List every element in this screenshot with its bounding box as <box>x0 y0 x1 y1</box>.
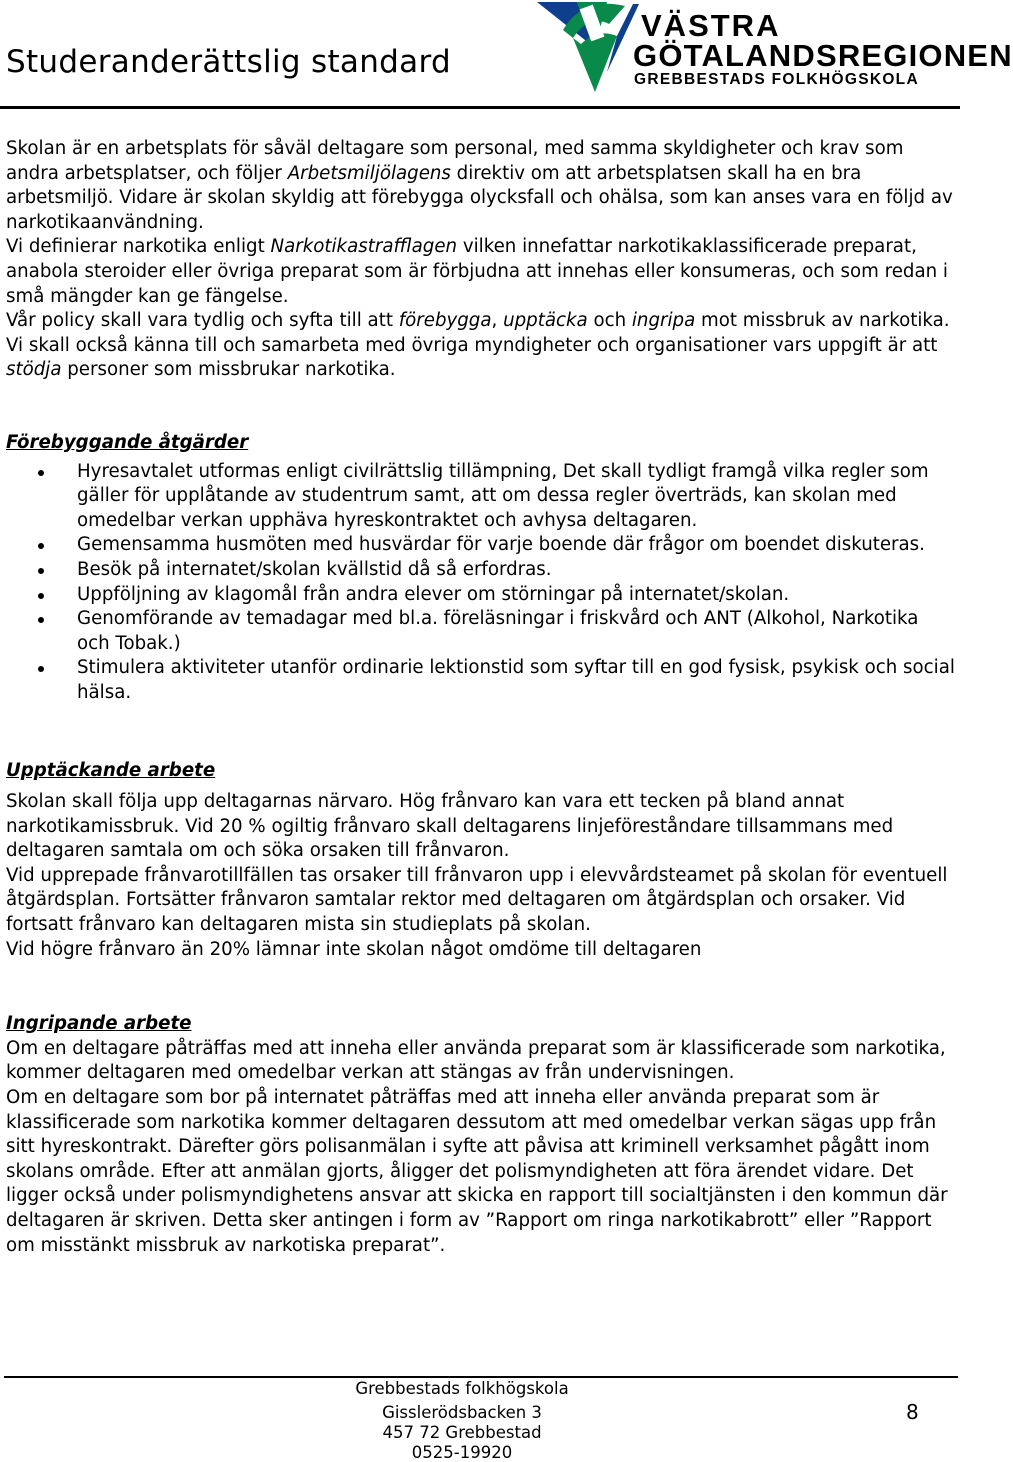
page-number: 8 <box>906 1400 919 1424</box>
list-item: Stimulera aktiviteter utanför ordinarie lektionstid som syftar till en god fysisk, psykisk och social hälsa. <box>6 656 956 705</box>
intervening-paragraph-1: Om en deltagare påträffas med att inneha eller använda preparat som är klassificerade som narkotika, kommer deltagaren med omedelbar verkan att stängas av från undervisningen. <box>6 1037 946 1084</box>
list-item: Uppföljning av klagomål från andra elever om störningar på internatet/skolan. <box>6 583 956 608</box>
intervening-paragraph-2: Om en deltagare som bor på internatet påträffas med att inneha eller använda preparat som är klassificerade som narkotika kommer deltagaren dessutom att med omedelbar verkan sägas upp från sitt hyreskontrakt. Därefter görs polisanmälan i syfte att påvisa att kriminell verksamhet pågått inom skolans område. Efter att anmälan gjorts, åligger det polismyndigheten att föra ärendet vidare. Det ligger också under polismyndighetens ansvar att skicka en rapport till socialtjänsten i den kommun där deltagaren är skriven. Detta sker antingen i form av ”Rapport om ringa narkotikabrott” eller ”Rapport om misstänkt missbruk av narkotiska preparat”. <box>6 1087 948 1256</box>
detecting-paragraph-1: Skolan skall följa upp deltagarnas närvaro. Hög frånvaro kan vara ett tecken på bland annat narkotikamissbruk. Vid 20 % ogiltig frånvaro skall deltagarens linjeföreståndare tillsammans med deltagaren samtala om och söka orsaken till frånvaron. <box>6 791 894 862</box>
footer-phone: 0525-19920 <box>411 1443 513 1462</box>
intro-paragraph-1: Skolan är en arbetsplats för såväl deltagare som personal, med samma skyldigheter och krav som andra arbetsplatser, och följer Arbetsmiljölagens direktiv om att arbetsplatsen skall ha en bra arbetsmiljö. Vidare är skolan skyldig att förebygga olycksfall och ohälsa, som kan anses vara en följd av narkotikaanvändning. <box>6 138 953 233</box>
intro-paragraph-2: Vi definierar narkotika enligt Narkotikastrafflagen vilken innefattar narkotikaklassificerade preparat, anabola steroider eller övriga preparat som är förbjudna att innehas eller konsumeras, och som redan i små mängder kan ge fängelse. <box>6 236 948 307</box>
detecting-paragraph-3: Vid högre frånvaro än 20% lämnar inte skolan något omdöme till deltagaren <box>6 938 702 960</box>
list-item: Hyresavtalet utformas enligt civilrättslig tillämpning, Det skall tydligt framgå vilka regler som gäller för upplåtande av studentrum samt, att om dessa regler överträds, kan skolan med omedelbar verkan upphäva hyreskontraktet och avhysa deltagaren. <box>6 460 956 534</box>
vgr-logo <box>533 0 1013 100</box>
logo-text-region: GÖTALANDSREGIONEN <box>633 38 1013 73</box>
preventive-heading: Förebyggande åtgärder <box>6 431 249 453</box>
intro-paragraph-3: Vår policy skall vara tydlig och syfta till att förebygga, upptäcka och ingripa mot missbruk av narkotika. Vi skall också känna till och samarbeta med övriga myndigheter och organisationer vars uppgift är att stödja personer som missbrukar narkotika. <box>6 310 950 381</box>
logo-mark-icon <box>533 0 643 92</box>
logo-text-vastra: VÄSTRA <box>641 8 781 43</box>
detecting-paragraph-2: Vid upprepade frånvarotillfällen tas orsaker till frånvaron upp i elevvårdsteamet på skolan för eventuell åtgärdsplan. Fortsätter frånvaron samtalar rektor med deltagaren om åtgärdsplan och orsaker. Vid fortsatt frånvaro kan deltagaren mista sin studieplats på skolan. <box>6 864 948 936</box>
list-item: Besök på internatet/skolan kvällstid då så erfordras. <box>6 558 956 583</box>
document-body <box>6 137 956 1258</box>
document-title: Studeranderättslig standard <box>6 44 451 80</box>
header-divider <box>0 106 960 109</box>
footer-divider <box>4 1376 958 1378</box>
page-header <box>0 0 1013 110</box>
preventive-list <box>6 460 956 706</box>
footer-street: Gisslerödsbacken 3 <box>382 1403 542 1422</box>
detecting-heading: Upptäckande arbete <box>6 760 216 782</box>
list-item: Genomförande av temadagar med bl.a. föreläsningar i friskvård och ANT (Alkohol, Narkotika och Tobak.) <box>6 607 956 656</box>
footer-postal: 457 72 Grebbestad <box>382 1423 542 1442</box>
intervening-heading: Ingripande arbete <box>6 1013 192 1035</box>
footer-school-name: Grebbestads folkhögskola <box>355 1379 569 1398</box>
logo-text-school: GREBBESTADS FOLKHÖGSKOLA <box>634 71 919 88</box>
list-item: Gemensamma husmöten med husvärdar för varje boende där frågor om boendet diskuteras. <box>6 533 956 558</box>
